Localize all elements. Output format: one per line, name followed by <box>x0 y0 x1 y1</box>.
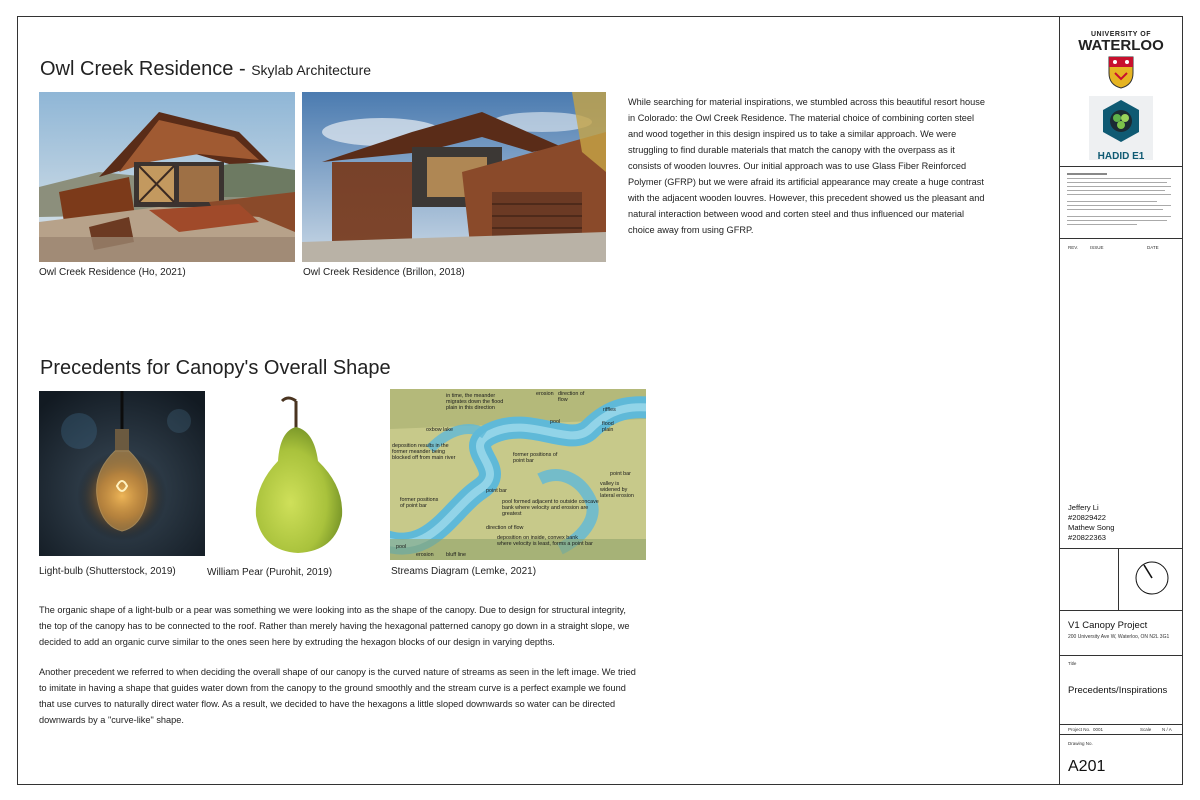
diagram-label-bluff-line: bluff line <box>446 552 466 558</box>
student-1-id: #20829422 <box>1068 513 1107 522</box>
owl-creek-photo-1 <box>39 92 295 262</box>
rev-label: REV. <box>1068 245 1079 250</box>
section-subtitle: Skylab Architecture <box>251 62 372 78</box>
university-crest-icon <box>1107 55 1135 89</box>
diagram-label-oxbow: oxbow lake <box>426 427 453 433</box>
student-names <box>1068 503 1114 543</box>
project-address: 200 University Ave W, Waterloo, ON N2L 3G1 <box>1068 634 1170 640</box>
section-title-owl-creek <box>40 58 371 81</box>
title-block-rule <box>1059 734 1183 735</box>
diagram-label-erosion-top: erosion <box>536 391 554 397</box>
diagram-label-former-positions-1: former positions of point bar <box>513 452 558 464</box>
title-block-rule <box>1059 724 1183 725</box>
diagram-label-former-positions-2: former positions of point bar <box>400 497 439 509</box>
photo-caption-pear: William Pear (Purohit, 2019) <box>207 567 333 578</box>
project-name: V1 Canopy Project <box>1068 620 1148 631</box>
title-block-rule <box>1059 548 1183 549</box>
diagram-label-deposition-inside: deposition on inside, convex bank where velocity is least, forms a point bar <box>497 535 593 547</box>
title-block-rule <box>1059 655 1183 656</box>
photo-caption-light-bulb: Light-bulb (Shutterstock, 2019) <box>39 566 176 577</box>
diagram-label-riffles: riffles <box>603 407 616 413</box>
university-line-2: WATERLOO <box>1078 37 1164 54</box>
drawing-no-label: Drawing No. <box>1068 741 1093 746</box>
project-no-value: 0001 <box>1093 727 1104 732</box>
issue-label: ISSUE <box>1090 245 1104 250</box>
project-no-label: Project No. <box>1068 727 1091 732</box>
university-logo <box>1078 31 1164 94</box>
diagram-label-erosion-bottom: erosion <box>416 552 434 558</box>
north-box-divider <box>1118 548 1119 610</box>
title-block-rule <box>1059 610 1183 611</box>
general-notes <box>1067 171 1175 228</box>
light-bulb-photo <box>39 391 205 556</box>
hexagon-logo-icon <box>1089 96 1153 146</box>
section-title-text: Owl Creek Residence - <box>40 58 252 80</box>
scale-value: N / A <box>1162 727 1172 732</box>
diagram-label-direction-flow-mid: direction of flow <box>486 525 524 531</box>
scale-label: Scale <box>1140 727 1152 732</box>
diagram-label-direction-flow-top: direction of flow <box>558 391 585 403</box>
north-arrow-icon <box>1134 560 1170 601</box>
sheet-title: Precedents/Inspirations <box>1068 685 1168 696</box>
section-title-canopy-shape: Precedents for Canopy's Overall Shape <box>40 357 391 379</box>
photo-caption-2: Owl Creek Residence (Brillon, 2018) <box>303 267 465 278</box>
diagram-label-pool-top: pool <box>550 419 561 425</box>
student-2-id: #20822363 <box>1068 533 1107 542</box>
owl-creek-photo-2 <box>302 92 606 262</box>
owl-creek-description: While searching for material inspirations, we stumbled across this beautiful resort house in Colorado: the Owl Creek Residence. The material choice of combining corten steel and wood together in this design inspired us to take a similar approach. We were struggling to find durable materials that match the canopy with the overpass as it consists of wooden louvres. Our initial approach was to use Glass Fiber Reinforced Polymer (GFRP) but we were afraid its artificial appearance may create a huge contrast with the adjacent wooden louvres. However, this precedent showed us the pleasant and natural interaction between wood and corten steel and thus influenced our material choice away from using GFRP. <box>628 97 985 235</box>
student-2-name: Mathew Song <box>1068 523 1115 532</box>
title-block-divider <box>1059 16 1060 785</box>
diagram-label-pool-bottom: pool <box>396 544 407 550</box>
pear-photo <box>238 391 356 556</box>
diagram-label-point-bar-right: point bar <box>610 471 631 477</box>
date-label: DATE <box>1147 245 1159 250</box>
diagram-label-flood-plain: flood plain <box>602 421 614 433</box>
title-block-rule <box>1059 166 1183 167</box>
photo-caption-streams: Streams Diagram (Lemke, 2021) <box>391 566 537 577</box>
diagram-label-migrates: in time, the meander migrates down the flood plain in this direction <box>446 393 504 411</box>
drawing-number: A201 <box>1068 758 1106 775</box>
canopy-shape-paragraph-2: Another precedent we referred to when deciding the overall shape of our canopy is the curved nature of streams as seen in the left image. We tried to imitate in having a shape that guides water down from the canopy to the ground smoothly and the stream curve is a perfect example we found that use curves to naturally direct water flow. As a result, we decided to have the hexagons a little sloped downwards so water can be directed downwards by a "curve-like" shape. <box>39 667 636 725</box>
university-line-1: UNIVERSITY OF <box>1090 31 1152 38</box>
diagram-label-pool-outside: pool formed adjacent to outside concave bank where velocity and erosion are greatest <box>502 499 599 517</box>
team-badge <box>1089 96 1153 160</box>
title-label: Title <box>1068 661 1077 666</box>
diagram-label-valley-widened: valley is widened by lateral erosion <box>600 481 634 499</box>
diagram-label-deposition-oxbow: deposition results in the former meander being blocked off from main river <box>392 443 456 461</box>
streams-diagram <box>390 389 646 560</box>
canopy-shape-paragraph-1: The organic shape of a light-bulb or a pear was something we were looking into as the shape of the canopy. Due to design for structural integrity, the top of the canopy has to be connected to the roof. Rather than merely having the hexagonal patterned canopy go down in a straight slope, we decided to add an organic curve similar to the ones seen here by extruding the hexagon blocks of our design in varying depths. <box>39 605 630 647</box>
title-block-rule <box>1059 238 1183 239</box>
photo-caption-1: Owl Creek Residence (Ho, 2021) <box>39 267 186 278</box>
team-name: HADID E1 <box>1097 151 1145 162</box>
student-1-name: Jeffery Li <box>1068 503 1099 512</box>
diagram-label-point-bar-mid: point bar <box>486 488 507 494</box>
